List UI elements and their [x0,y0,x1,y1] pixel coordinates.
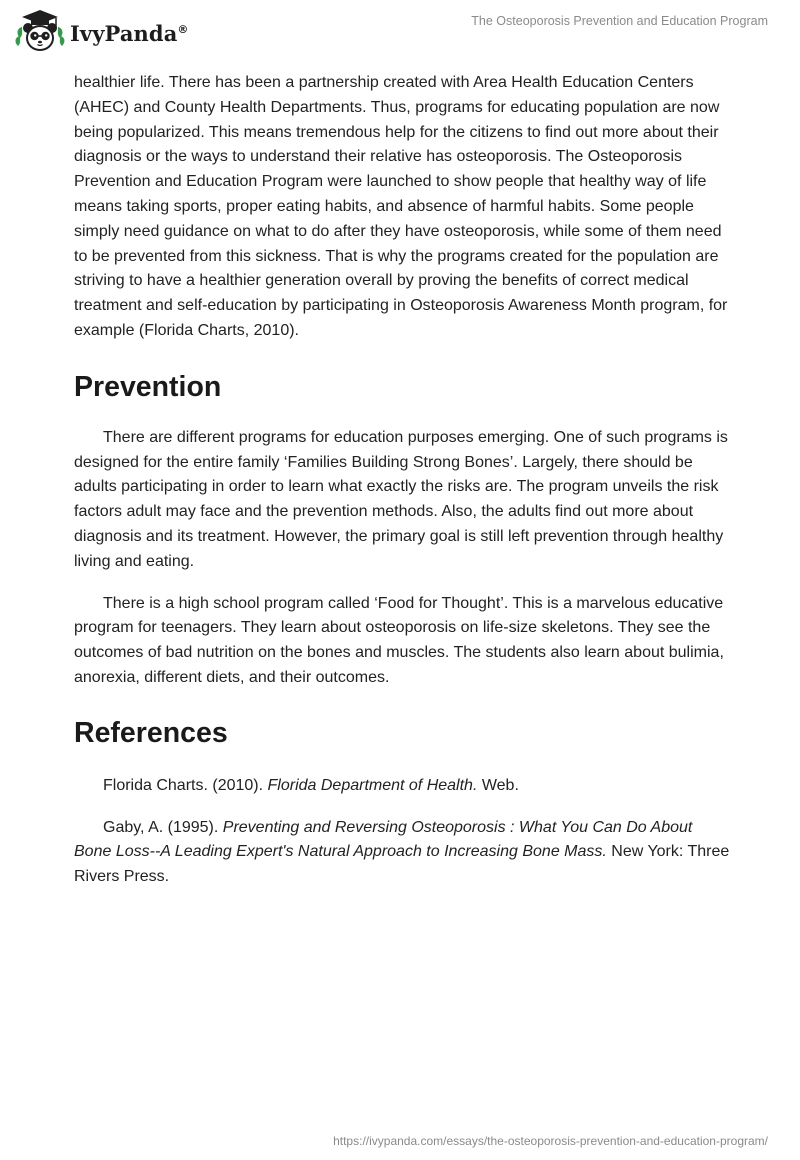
panda-graduate-icon [14,8,66,54]
document-title: The Osteoporosis Prevention and Education Program [471,14,768,28]
intro-paragraph: healthier life. There has been a partnership created with Area Health Education Centers (AHEC) and County Health Departments. Thus, programs for educating population are now being popularized. This means tremendous help for the citizens to find out more about their diagnosis or the ways to understand their relative has osteoporosis. The Osteoporosis Prevention and Education Program were launched to show people that healthy way of life means taking sports, proper eating habits, and absence of harmful habits. Some people simply need guidance on what to do after they have osteoporosis, while some of them need to be prevented from this sickness. That is why the programs created for the population are striving to have a healthier generation overall by proving the benefits of correct medical treatment and self-education by participating in Osteoporosis Awareness Month program, for example (Florida Charts, 2010). [74,74,728,339]
logo-wordmark: IvyPanda® [70,20,189,46]
ivypanda-logo[interactable] [14,8,189,54]
prevention-paragraph-1: There are different programs for education purposes emerging. One of such programs is designed for the entire family ‘Families Building Strong Bones’. Largely, there should be adults participating in order to learn what exactly the risks are. The program unveils the risk factors adult may face and the prevention methods. Also, the adults find out more about diagnosis and its treatment. However, the primary goal is still left prevention through healthy living and eating. [74,428,728,570]
prevention-heading: Prevention [74,370,222,403]
page-header [0,0,800,64]
reference-item: Florida Charts. (2010). Florida Department of Health. Web. [103,776,519,794]
references-heading: References [74,716,228,749]
reference-item: Gaby, A. (1995). Preventing and Reversing Osteoporosis : What You Can Do About Bone Loss--A Leading Expert's Natural Approach to Increasing Bone Mass. New York: Three Rivers Press. [74,818,730,886]
prevention-paragraph-2: There is a high school program called ‘Food for Thought’. This is a marvelous educative program for teenagers. They learn about osteoporosis on life-size skeletons. They see the outcomes of bad nutrition on the bones and muscles. The students also learn about bulimia, anorexia, different diets, and their outcomes. [74,594,724,686]
source-url[interactable]: https://ivypanda.com/essays/the-osteoporosis-prevention-and-education-program/ [333,1134,768,1148]
essay-content [74,71,734,890]
